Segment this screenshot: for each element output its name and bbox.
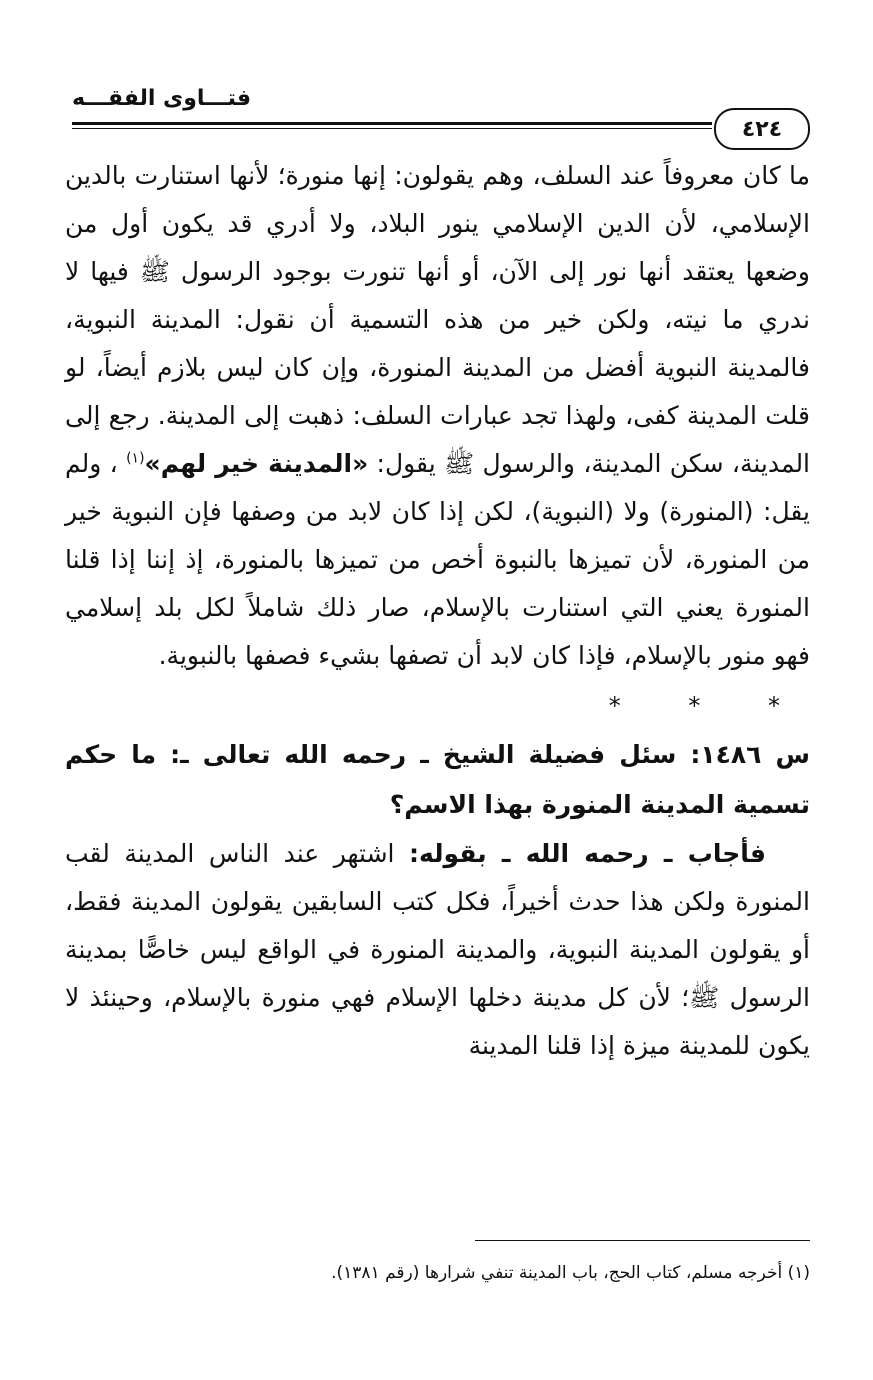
page-header [72, 80, 810, 150]
question-heading: س ١٤٨٦: سئل فضيلة الشيخ ـ رحمه الله تعالى ـ: ما حكم تسمية المدينة المنورة بهذا الاسم؟ [65, 740, 810, 819]
header-rule-thin [72, 128, 712, 129]
page-number-badge [714, 108, 810, 150]
paragraph-text: ما كان معروفاً عند السلف، وهم يقولون: إنها منورة؛ لأنها استنارت بالدين الإسلامي، لأن الدين الإسلامي ينور البلاد، ولا أدري قد يكون أول من وضعها يعتقد أنها نور إلى الآن، أو أنها تنورت بوجود الرسول ﷺ فيها لا ندري ما نيته، ولكن خير من هذه التسمية أن نقول: المدينة النبوية، فالمدينة النبوية أفضل من المدينة المنورة، وإن كان ليس بلازم أيضاً، لو قلت المدينة كفى، ولهذا تجد عبارات السلف: ذهبت إلى المدينة. رجع إلى المدينة، سكن المدينة، والرسول ﷺ يقول: [65, 161, 811, 478]
running-title: فتـــاوى الفقـــه [72, 86, 252, 111]
answer-lead: فأجاب ـ رحمه الله ـ بقوله: [409, 839, 766, 868]
page-number: ٤٢٤ [741, 116, 783, 142]
section-separator: * * * [608, 692, 810, 720]
footnote-divider [475, 1240, 810, 1241]
hadith-quote: «المدينة خير لهم» [144, 449, 369, 478]
answer-text: اشتهر عند الناس المدينة لقب المنورة ولكن هذا حدث أخيراً، فكل كتب السابقين يقولون المدينة فقط، أو يقولون المدينة النبوية، والمدينة المنورة في الواقع ليس خاصًّا بمدينة الرسول ﷺ؛ لأن كل مدينة دخلها الإسلام فهي منورة بالإسلام، وحينئذ لا يكون للمدينة ميزة إذا قلنا المدينة [65, 839, 810, 1060]
paragraph-text-end: ، ولم يقل: (المنورة) ولا (النبوية)، لكن إذا كان لابد من وصفها فإن النبوية خير من المنورة، لأن تميزها بالنبوة أخص من تميزها بالمنورة، إذ إننا إذا قلنا المنورة يعني التي استنارت بالإسلام، صار ذلك شاملاً لكل بلد إسلامي فهو منور بالإسلام، فإذا كان لابد أن تصفها بشيء فصفها بالنبوية. [65, 449, 810, 670]
answer-paragraph [65, 830, 810, 1070]
footnote: (١) أخرجه مسلم، كتاب الحج، باب المدينة تنفي شرارها (رقم ١٣٨١). [331, 1263, 810, 1283]
paragraph-continuation [65, 152, 810, 680]
header-rule-thick [72, 122, 712, 125]
footnote-reference[interactable]: (١) [126, 450, 145, 467]
body-text [65, 152, 810, 1070]
